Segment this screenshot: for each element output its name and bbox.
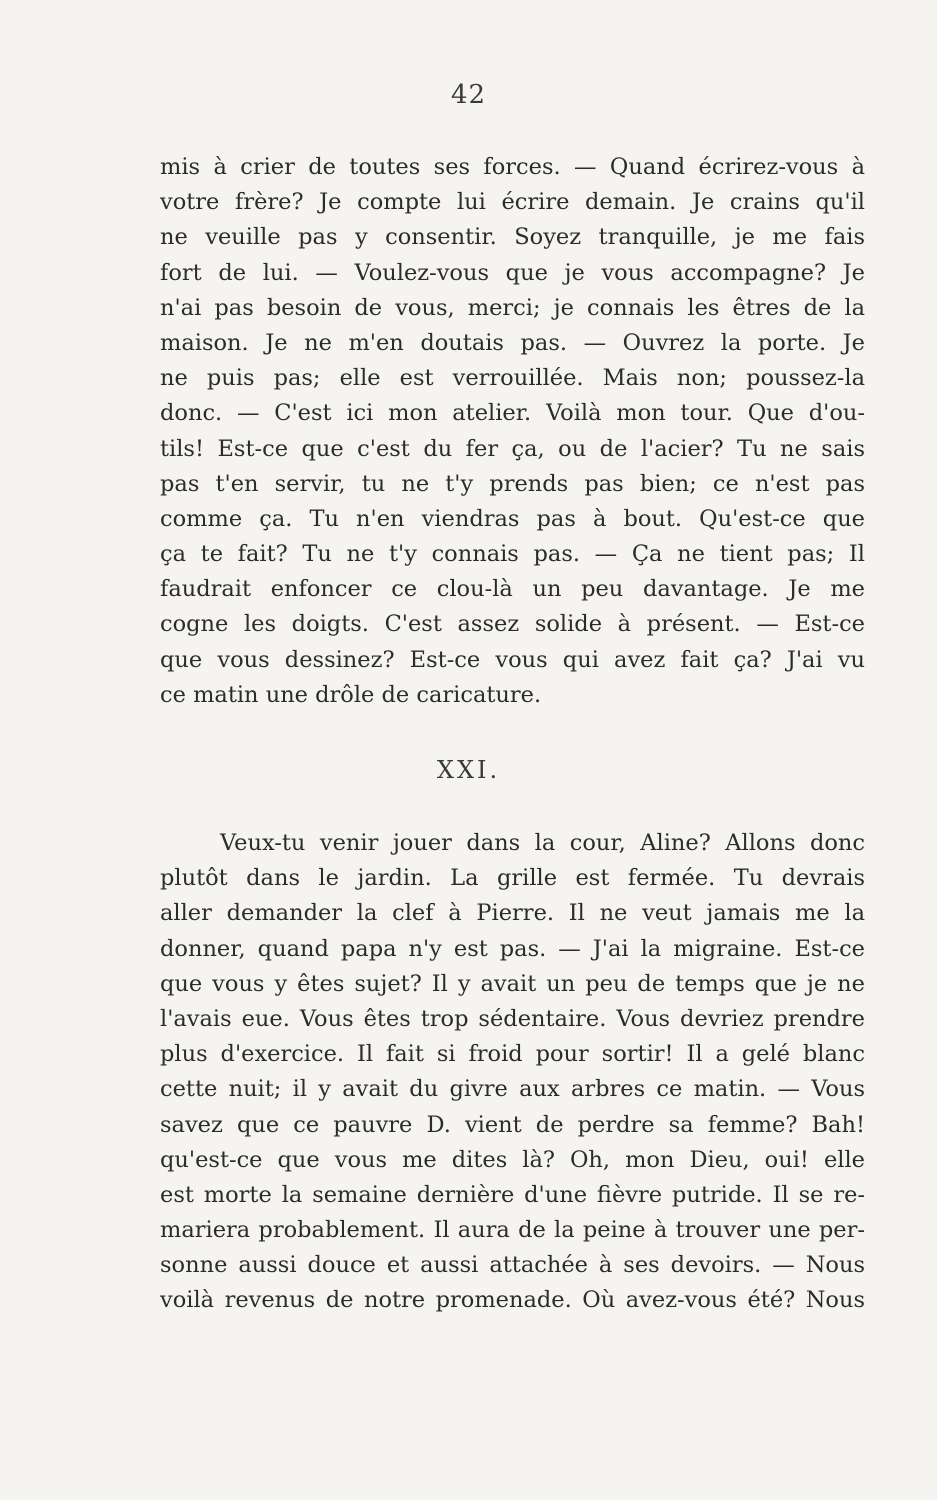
text-line: ne veuille pas y consentir. Soyez tranquille, je me fais [160,224,865,251]
text-line: donner, quand papa n'y est pas. — J'ai la migraine. Est-ce [160,935,865,962]
text-line: pas t'en servir, tu ne t'y prends pas bien; ce n'est pas [160,470,865,497]
text-line: qu'est-ce que vous me dites là? Oh, mon Dieu, oui! elle [160,1146,865,1173]
text-line: que vous dessinez? Est-ce vous qui avez fait ça? J'ai vu [160,646,865,673]
text-line: plus d'exercice. Il fait si froid pour sortir! Il a gelé blanc [160,1041,865,1068]
text-line: sonne aussi douce et aussi attachée à ses devoirs. — Nous [160,1252,865,1279]
text-line: tils! Est-ce que c'est du fer ça, ou de l'acier? Tu ne sais [160,435,865,462]
page-number: 42 [450,80,487,110]
text-line: Veux-tu venir jouer dans la cour, Aline? Allons donc [220,830,865,856]
text-line: mariera probablement. Il aura de la peine à trouver une per- [160,1217,865,1244]
text-line: savez que ce pauvre D. vient de perdre sa femme? Bah! [160,1111,865,1138]
text-line: voilà revenus de notre promenade. Où avez-vous été? Nous [160,1287,865,1314]
text-line: maison. Je ne m'en doutais pas. — Ouvrez la porte. Je [160,329,865,356]
section-heading: XXI. [436,756,501,784]
text-line: plutôt dans le jardin. La grille est fermée. Tu devrais [160,865,865,892]
paragraph-continued [160,150,865,713]
paragraph-section-xxi [160,826,865,1319]
text-line: que vous y êtes sujet? Il y avait un peu de temps que je ne [160,970,865,997]
text-line: cogne les doigts. C'est assez solide à présent. — Est-ce [160,611,865,638]
text-line: aller demander la clef à Pierre. Il ne veut jamais me la [160,900,865,927]
text-line: mis à crier de toutes ses forces. — Quand écrirez-vous à [160,154,865,180]
text-line: comme ça. Tu n'en viendras pas à bout. Qu'est-ce que [160,505,865,532]
text-line: cette nuit; il y avait du givre aux arbres ce matin. — Vous [160,1076,865,1103]
text-line: ça te fait? Tu ne t'y connais pas. — Ça ne tient pas; Il [160,541,865,568]
text-line: est morte la semaine dernière d'une fièvre putride. Il se re- [160,1181,865,1208]
text-line: faudrait enfoncer ce clou-là un peu davantage. Je me [160,576,865,603]
text-line: n'ai pas besoin de vous, merci; je connais les êtres de la [160,294,865,321]
text-line: ne puis pas; elle est verrouillée. Mais non; poussez-la [160,365,865,392]
text-line: fort de lui. — Voulez-vous que je vous accompagne? Je [160,259,865,286]
text-line: l'avais eue. Vous êtes trop sédentaire. Vous devriez prendre [160,1005,865,1032]
text-line: votre frère? Je compte lui écrire demain. Je crains qu'il [160,189,865,216]
text-line: donc. — C'est ici mon atelier. Voilà mon tour. Que d'ou- [160,400,865,427]
text-line: ce matin une drôle de caricature. [160,681,542,708]
